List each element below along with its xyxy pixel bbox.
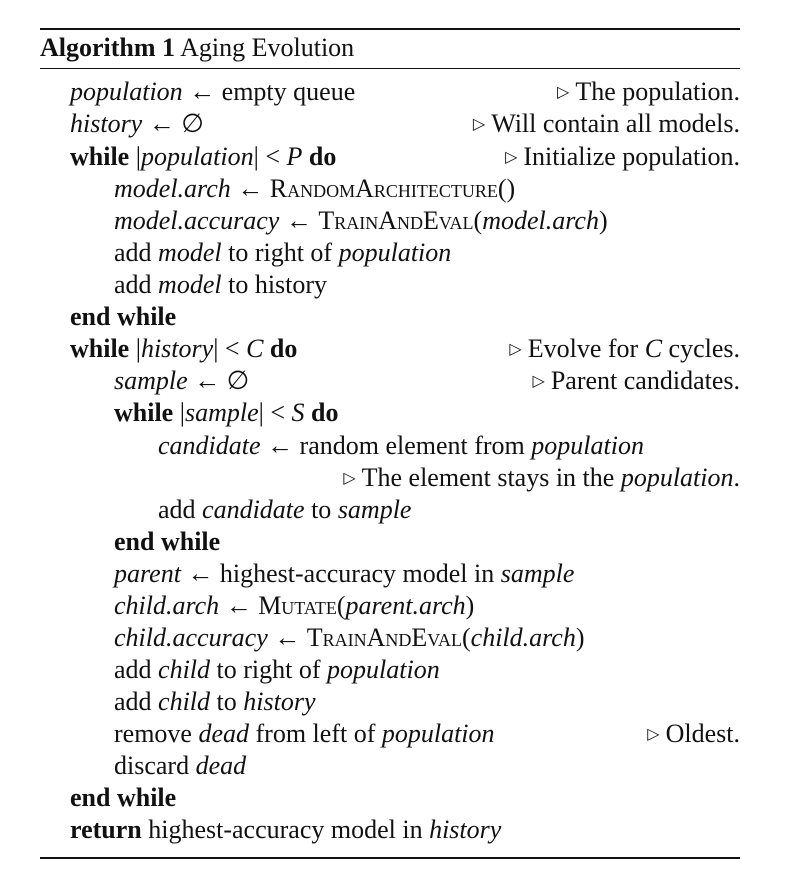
- line-text: discard: [114, 751, 196, 780]
- comment-text: Evolve for: [527, 334, 645, 363]
- assign-arrow: ←: [194, 366, 221, 395]
- function-args: (): [497, 174, 516, 203]
- line-text: add: [158, 495, 203, 524]
- algorithm-title: Aging Evolution: [180, 33, 355, 62]
- line-text: add: [114, 238, 159, 267]
- assign-arrow: ←: [267, 431, 294, 460]
- line-text: add: [114, 687, 159, 716]
- var-candidate: candidate: [158, 431, 261, 460]
- line-code: [114, 558, 574, 590]
- var-model: model: [158, 238, 222, 267]
- line-comment: [533, 365, 740, 401]
- line-comment: [647, 718, 740, 754]
- line-code: [70, 76, 355, 108]
- var-model-arch: model.arch: [114, 174, 231, 203]
- algo-line-13: [40, 462, 740, 494]
- function-train-and-eval: TrainAndEval: [306, 623, 462, 652]
- var-population: population: [381, 719, 495, 748]
- assign-arrow: ←: [148, 109, 175, 138]
- line-code: [114, 365, 249, 397]
- comment-triangle-icon: ▷: [505, 149, 518, 166]
- algo-line-11: [40, 397, 740, 429]
- var-population: population: [327, 655, 440, 684]
- comment-triangle-icon: ▷: [343, 470, 356, 487]
- keyword-end-while: end while: [70, 302, 177, 331]
- algo-line-17: [40, 590, 740, 622]
- algo-line-18: [40, 622, 740, 654]
- var-dead: dead: [195, 751, 247, 780]
- var-child: child: [158, 655, 211, 684]
- comment-text: .: [733, 463, 740, 492]
- algo-line-23: [40, 782, 740, 814]
- line-code: [114, 269, 327, 301]
- algo-line-20: [40, 686, 740, 718]
- var-model: model: [158, 270, 222, 299]
- algo-line-19: [40, 654, 740, 686]
- empty-set-symbol: ∅: [181, 109, 204, 138]
- var-population: population: [338, 238, 452, 267]
- algo-line-14: [40, 494, 740, 526]
- var-sample: sample: [500, 559, 575, 588]
- line-code: [70, 814, 501, 846]
- algo-line-1: [40, 76, 740, 108]
- algo-line-16: [40, 558, 740, 590]
- line-code: child.accuracy ← TrainAndEval(child.arch): [114, 623, 585, 652]
- bottom-rule: [40, 857, 740, 859]
- var-population: population: [140, 142, 254, 171]
- keyword-end-while: end while: [114, 527, 221, 556]
- line-comment: [557, 76, 740, 112]
- line-text: random element from: [299, 431, 532, 460]
- assign-arrow: ←: [189, 77, 216, 106]
- var-population: population: [70, 77, 183, 106]
- var-sample: sample: [337, 495, 412, 524]
- algo-line-10: [40, 365, 740, 397]
- var-model-arch: model.arch: [482, 206, 599, 235]
- var-p: P: [286, 142, 303, 171]
- line-code: [114, 173, 515, 205]
- function-random-architecture: RandomArchitecture: [269, 174, 498, 203]
- line-code: while |population| < P do: [70, 142, 337, 171]
- var-history: history: [243, 687, 316, 716]
- var-population: population: [620, 463, 734, 492]
- line-text: to right of: [210, 655, 328, 684]
- keyword-return: return: [70, 815, 142, 844]
- algo-line-9: [40, 333, 740, 365]
- algo-line-12: [40, 430, 740, 462]
- var-c: C: [246, 334, 264, 363]
- line-code: while |history| < C do: [70, 334, 298, 363]
- comment-text: Parent candidates.: [550, 366, 740, 395]
- line-code: [158, 494, 411, 526]
- algo-line-3: [40, 141, 740, 173]
- line-text: add: [114, 655, 159, 684]
- line-code: model.accuracy ← TrainAndEval(model.arch): [114, 206, 608, 235]
- keyword-while: while: [114, 398, 174, 427]
- line-code: [114, 750, 246, 782]
- comment-triangle-icon: ▷: [509, 341, 522, 358]
- line-text: to: [210, 687, 244, 716]
- comment-text: Oldest.: [665, 719, 740, 748]
- var-child-arch: child.arch: [470, 623, 576, 652]
- algo-line-5: [40, 205, 740, 237]
- line-text: to: [304, 495, 338, 524]
- comment-text: Will contain all models.: [491, 109, 740, 138]
- algorithm-caption: [40, 31, 354, 65]
- var-parent: parent: [114, 559, 181, 588]
- assign-arrow: ←: [237, 174, 264, 203]
- keyword-do: do: [311, 398, 339, 427]
- keyword-while: while: [70, 142, 130, 171]
- assign-arrow: ←: [187, 559, 214, 588]
- algo-line-7: [40, 269, 740, 301]
- comment-text: The element stays in the: [361, 463, 621, 492]
- comment-triangle-icon: ▷: [472, 116, 486, 133]
- var-child: child: [158, 687, 211, 716]
- line-code: [114, 237, 451, 269]
- var-c: C: [644, 334, 663, 363]
- function-train-and-eval: TrainAndEval: [318, 206, 474, 235]
- algo-line-22: [40, 750, 740, 782]
- comment-triangle-icon: ▷: [557, 84, 570, 101]
- line-code: [114, 718, 495, 750]
- line-comment: [473, 108, 740, 144]
- line-text: to history: [221, 270, 328, 299]
- var-child-accuracy: child.accuracy: [114, 623, 268, 652]
- line-text: highest-accuracy model in: [141, 815, 430, 844]
- assign-arrow: ←: [274, 623, 301, 652]
- algo-line-8: [40, 301, 740, 333]
- var-sample: sample: [184, 398, 259, 427]
- line-code: child.arch ← Mutate(parent.arch): [114, 591, 475, 620]
- keyword-do: do: [308, 142, 337, 171]
- comment-text: Initialize population.: [523, 142, 740, 171]
- keyword-do: do: [269, 334, 298, 363]
- var-parent-arch: parent.arch: [345, 591, 466, 620]
- top-rule: [40, 28, 740, 30]
- var-candidate: candidate: [202, 495, 305, 524]
- comment-text: The population.: [575, 77, 740, 106]
- function-mutate: Mutate: [258, 591, 337, 620]
- line-code: while |sample| < S do: [114, 398, 339, 427]
- keyword-while: while: [70, 334, 130, 363]
- var-history: history: [429, 815, 502, 844]
- line-comment: [343, 462, 740, 498]
- algo-line-4: [40, 173, 740, 205]
- line-text: highest-accuracy model in: [219, 559, 501, 588]
- var-model-accuracy: model.accuracy: [114, 206, 280, 235]
- line-code: [70, 108, 204, 140]
- line-text: empty queue: [221, 77, 356, 106]
- comment-triangle-icon: ▷: [647, 726, 660, 743]
- var-sample: sample: [114, 366, 188, 395]
- algo-line-6: [40, 237, 740, 269]
- line-comment: [509, 333, 740, 369]
- var-history: history: [140, 334, 214, 363]
- algorithm-label: Algorithm 1: [40, 33, 176, 62]
- var-history: history: [70, 109, 143, 138]
- line-comment: [505, 141, 740, 177]
- line-text: remove: [114, 719, 199, 748]
- comment-triangle-icon: ▷: [532, 373, 545, 390]
- algo-line-2: [40, 108, 740, 140]
- assign-arrow: ←: [225, 591, 252, 620]
- line-code: [158, 430, 644, 462]
- caption-rule: [40, 68, 740, 69]
- var-s: S: [291, 398, 305, 427]
- line-text: to right of: [221, 238, 339, 267]
- comment-text: cycles.: [662, 334, 740, 363]
- var-dead: dead: [198, 719, 250, 748]
- line-code: [114, 654, 440, 686]
- algo-line-15: [40, 526, 740, 558]
- line-text: from left of: [249, 719, 382, 748]
- var-population: population: [531, 431, 644, 460]
- line-code: [114, 686, 316, 718]
- empty-set-symbol: ∅: [226, 366, 250, 395]
- assign-arrow: ←: [285, 206, 312, 235]
- var-child-arch: child.arch: [114, 591, 220, 620]
- line-text: add: [114, 270, 159, 299]
- algo-line-21: [40, 718, 740, 750]
- keyword-end-while: end while: [70, 783, 177, 812]
- algo-line-24: [40, 814, 740, 846]
